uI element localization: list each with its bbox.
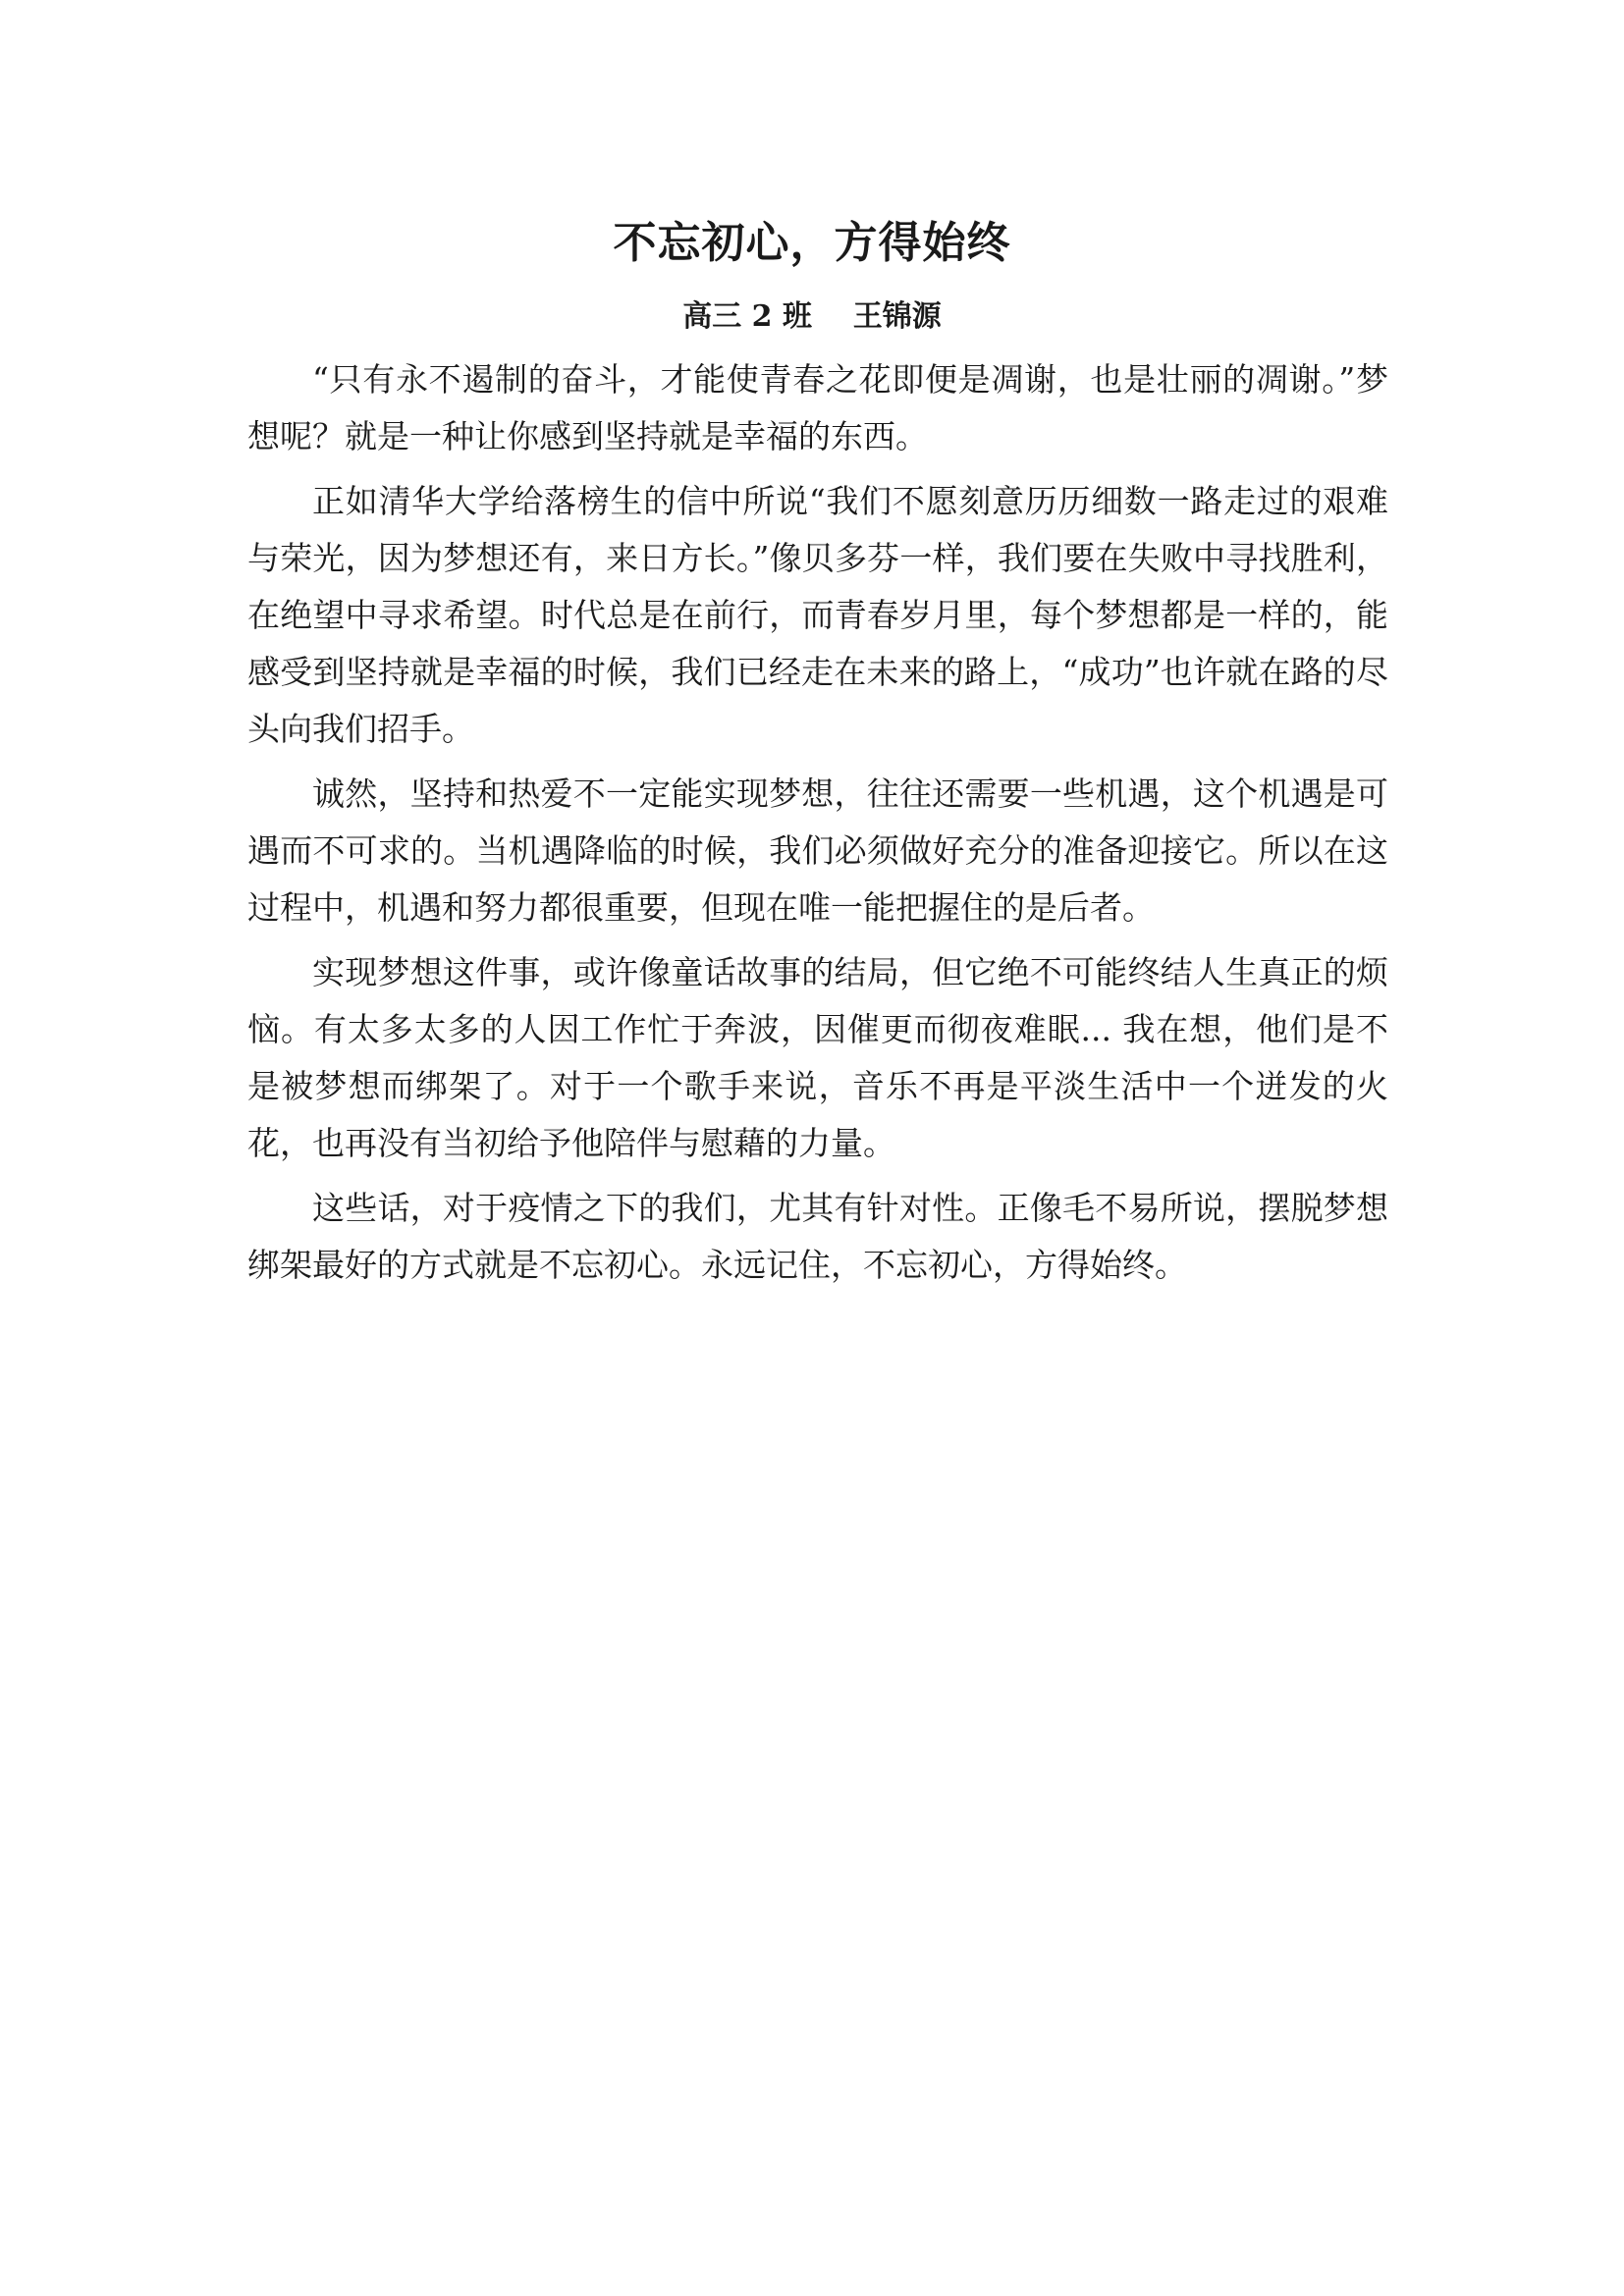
- essay-body: [247, 351, 1388, 1302]
- paragraph: 诚然，坚持和热爱不一定能实现梦想，往往还需要一些机遇，这个机遇是可遇而不可求的。当机遇降临的时候，我们必须做好充分的准备迎接它。所以在这过程中，机遇和努力都很重要，但现在唯一能把握住的是后者。: [247, 774, 1388, 927]
- paragraph: 正如清华大学给落榜生的信中所说“我们不愿刻意历历细数一路走过的艰难与荣光，因为梦想还有，来日方长。”像贝多芬一样，我们要在失败中寻找胜利，在绝望中寻求希望。时代总是在前行，而青春岁月里，每个梦想都是一样的，能感受到坚持就是幸福的时候，我们已经走在未来的路上，“成功”也许就在路的尽头向我们招手。: [247, 482, 1388, 748]
- essay-title: 不忘初心，方得始终: [613, 218, 1011, 268]
- author-byline: 高三 2 班 王锦源: [682, 299, 942, 334]
- paragraph: 实现梦想这件事，或许像童话故事的结局，但它绝不可能终结人生真正的烦恼。有太多太多的人因工作忙于奔波，因催更而彻夜难眠... 我在想，他们是不是被梦想而绑架了。对于一个歌手来说，音乐不再是平淡生活中一个迸发的火花，也再没有当初给予他陪伴与慰藉的力量。: [247, 953, 1388, 1162]
- paragraph: 这些话，对于疫情之下的我们，尤其有针对性。正像毛不易所说，摆脱梦想绑架最好的方式就是不忘初心。永远记住，不忘初心，方得始终。: [247, 1189, 1388, 1284]
- paragraph: “只有永不遏制的奋斗，才能使青春之花即便是凋谢，也是壮丽的凋谢。”梦想呢？就是一种让你感到坚持就是幸福的东西。: [247, 360, 1388, 455]
